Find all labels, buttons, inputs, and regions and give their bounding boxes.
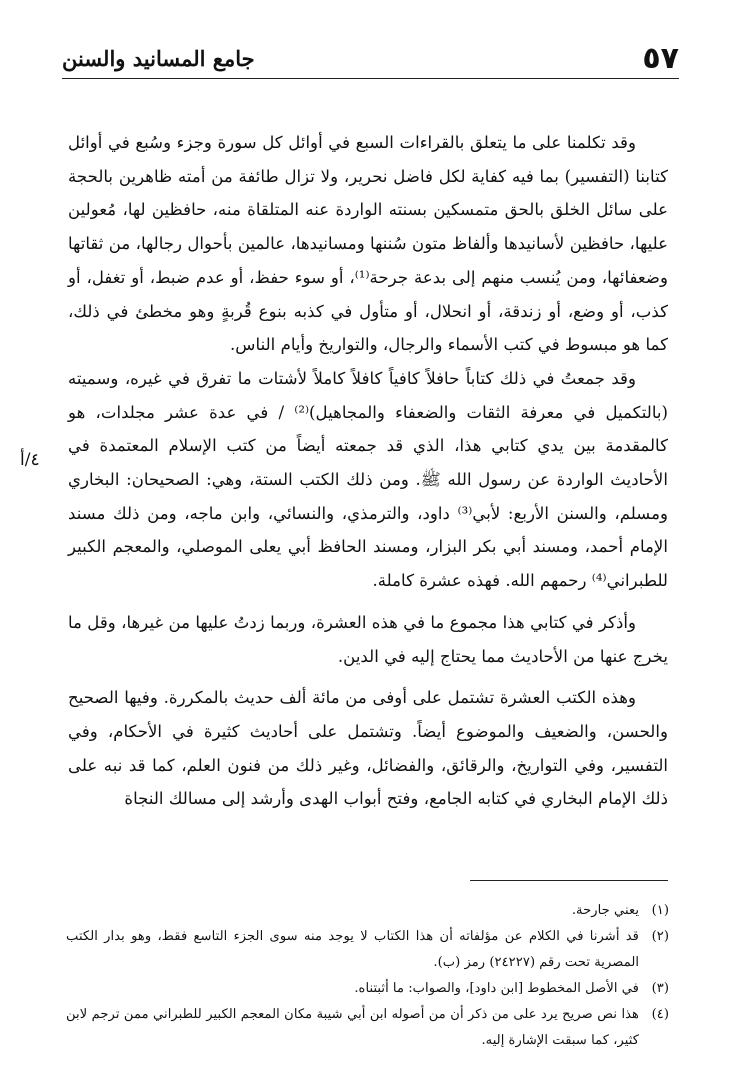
footnote-text: هذا نص صريح يرد على من ذكر أن من أصوله ابن أبي شيبة مكان المعجم الكبير للطبراني ممن ترجم لابن كثير، كما سبقت الإشارة إليه. — [66, 1007, 639, 1048]
footnote — [66, 976, 669, 1002]
footnote-text: يعني جارحة. — [571, 903, 639, 918]
paragraph: وقد تكلمنا على ما يتعلق بالقراءات السبع في أوائل كل سورة وجزء وسُبع في أوائل كتابنا (التفسير) بما فيه كفاية لكل فاضل نحرير، ولا تزال طائفة من أمته ظاهرين بالحجة على سائل الخلق بالحق متمسكين بسنته الواردة عنه المتلقاة منه، حافظين لها، مُعولين عليها، حافظين لأسانيدها وألفاظ متون سُننها ومسانيدها، عالمين بأحوال رجالها، من ثقاتها وضعفائها، ومن يُنسب منهم إلى بدعة جرحة⁽¹⁾، أو سوء حفظ، أو عدم ضبط، أو تغفل، أو كذب، أو وضع، أو زندقة، أو انحلال، أو متأول في كذبه بنوع قُربةٍ وهو مخطئ في ذلك، كما هو مبسوط في كتب الأسماء والرجال، والتواريخ وأيام الناس. — [68, 133, 668, 355]
paragraph: وأذكر في كتابي هذا مجموع ما في هذه العشرة، وربما زدتُ عليها من غيرها، وقل ما يخرج عنها من الأحاديث مما يحتاج إليه في الدين. — [68, 612, 668, 666]
paragraph: وهذه الكتب العشرة تشتمل على أوفى من مائة ألف حديث بالمكررة. وفيها الصحيح والحسن، والضعيف والموضوع أيضاً. وتشتمل على أحاديث كثيرة في الأحكام، وفي التفسير، وفي التواريخ، والرقائق، والفضائل، وغير ذلك من فنون العلم، كما قد نبه على ذلك الإمام البخاري في كتابه الجامع، وفتح أبواب الهدى وأرشد إلى مسالك النجاة — [68, 688, 668, 809]
footnote — [66, 1002, 669, 1054]
footnote-number: (٢) — [651, 929, 669, 944]
margin-folio-note: ٤/أ — [20, 450, 40, 470]
footnote-number: (٣) — [651, 981, 669, 996]
paragraph: وقد جمعتُ في ذلك كتاباً حافلاً كافياً كافلاً كاملاً لأشتات ما تفرق في غيره، وسميته (بالتكميل في معرفة الثقات والضعفاء والمجاهيل)⁽²⁾ / في عدة عشر مجلدات، هو كالمقدمة بين يدي كتابي هذا، الذي قد جمعته أيضاً من كتب الإسلام المعتمدة في الأحاديث الواردة عن رسول الله ﷺ. ومن ذلك الكتب الستة، وهي: الصحيحان: البخاري ومسلم، والسنن الأربع: لأبي⁽³⁾ داود، والترمذي، والنسائي، وابن ماجه، ومن ذلك مسند الإمام أحمد، ومسند أبي بكر البزار، ومسند الحافظ أبي يعلى الموصلي، والمعجم الكبير للطبراني⁽⁴⁾ رحمهم الله. فهذه عشرة كاملة. — [68, 368, 668, 591]
footnote-text: في الأصل المخطوط [ابن داود]، والصواب: ما أثبتناه. — [354, 981, 639, 996]
footnote-text: قد أشرنا في الكلام عن مؤلفاته أن هذا الكتاب لا يوجد منه سوى الجزء التاسع فقط، وهو بدار الكتب المصرية تحت رقم (٢٤٢٢٧) رمز (ب). — [66, 929, 639, 970]
footnote — [66, 924, 669, 976]
footnote — [66, 898, 669, 924]
footnote-number: (٤) — [651, 1007, 669, 1022]
main-text — [68, 126, 668, 816]
running-header — [62, 38, 679, 79]
footnote-separator — [470, 880, 668, 881]
footnote-number: (١) — [651, 903, 669, 918]
book-title: جامع المسانيد والسنن — [62, 45, 255, 71]
page-number: ٥٧ — [642, 40, 679, 76]
footnotes — [66, 898, 669, 1054]
